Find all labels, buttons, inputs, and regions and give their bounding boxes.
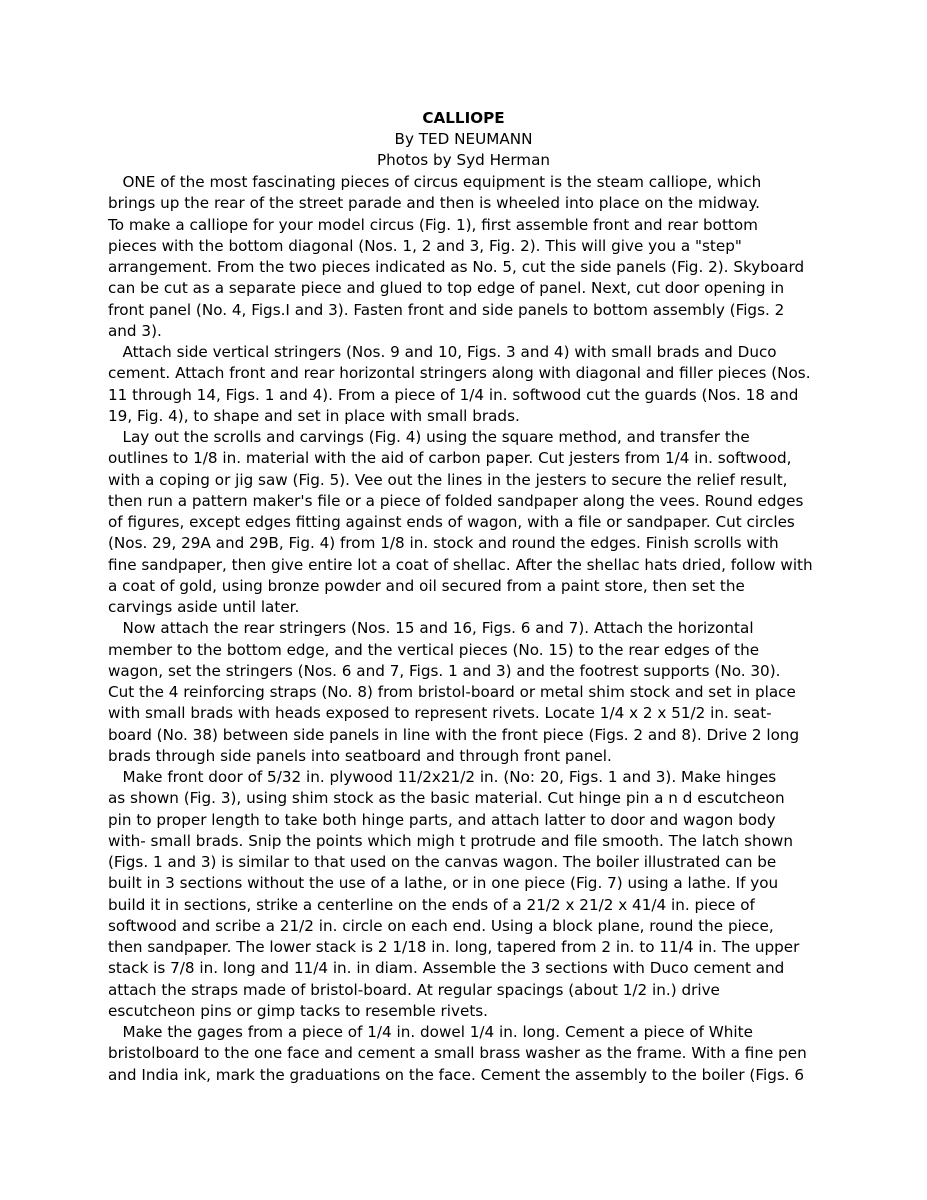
body-text-line: Lay out the scrolls and carvings (Fig. 4) using the square method, and transfer the [108, 428, 750, 446]
article-title: CALLIOPE [422, 109, 505, 127]
body-text-line: Make front door of 5/32 in. plywood 11/2x21/2 in. (No: 20, Figs. 1 and 3). Make hinges [108, 768, 777, 786]
body-text-line: arrangement. From the two pieces indicated as No. 5, cut the side panels (Fig. 2). Skyboard [108, 258, 805, 276]
body-text-line: and India ink, mark the graduations on the face. Cement the assembly to the boiler (Figs. 6 [108, 1065, 805, 1084]
body-text-line: Now attach the rear stringers (Nos. 15 and 16, Figs. 6 and 7). Attach the horizontal [108, 619, 754, 638]
body-text-line: with small brads with heads exposed to represent rivets. Locate 1/4 x 2 x 51/2 in. seat- [108, 704, 772, 723]
body-text-line: To make a calliope for your model circus (Fig. 1), first assemble front and rear bottom [108, 215, 758, 234]
body-text-line: cement. Attach front and rear horizontal stringers along with diagonal and filler pieces (Nos. [108, 364, 811, 383]
body-text-line: Cut the 4 reinforcing straps (No. 8) from bristol-board or metal shim stock and set in place [108, 683, 796, 701]
body-text-line: stack is 7/8 in. long and 11/4 in. in diam. Assemble the 3 sections with Duco cement and [108, 959, 785, 978]
body-text-line: ONE of the most fascinating pieces of circus equipment is the steam calliope, which [108, 173, 762, 191]
body-text-line: carvings aside until later. [108, 598, 300, 616]
body-text-line: member to the bottom edge, and the vertical pieces (No. 15) to the rear edges of the [108, 640, 760, 659]
body-text-line: then sandpaper. The lower stack is 2 1/18 in. long, tapered from 2 in. to 11/4 in. The upper [108, 938, 800, 956]
body-text-line: Make the gages from a piece of 1/4 in. dowel 1/4 in. long. Cement a piece of White [108, 1023, 753, 1041]
body-text-line: then run a pattern maker's file or a piece of folded sandpaper along the vees. Round edges [108, 491, 804, 510]
article-body [108, 172, 826, 1086]
body-text-line: board (No. 38) between side panels in line with the front piece (Figs. 2 and 8). Drive 2 long [108, 725, 800, 744]
body-text-line: pin to proper length to take both hinge parts, and attach latter to door and wagon body [108, 810, 776, 829]
photo-credit: Photos by Syd Herman [376, 151, 551, 169]
body-text-line: Attach side vertical stringers (Nos. 9 and 10, Figs. 3 and 4) with small brads and Duco [108, 343, 777, 361]
body-text-line: 19, Fig. 4), to shape and set in place with small brads. [108, 406, 520, 425]
body-text-line: of figures, except edges fitting against ends of wagon, with a file or sandpaper. Cut circles [108, 513, 795, 531]
body-text-line: softwood and scribe a 21/2 in. circle on each end. Using a block plane, round the piece, [108, 916, 774, 935]
body-text-line: fine sandpaper, then give entire lot a coat of shellac. After the shellac hats dried, follow with [108, 555, 813, 574]
body-text-line: with a coping or jig saw (Fig. 5). Vee out the lines in the jesters to secure the relief result, [108, 470, 788, 489]
body-text-line: build it in sections, strike a centerline on the ends of a 21/2 x 21/2 x 41/4 in. piece of [108, 895, 755, 914]
body-text-line: (Nos. 29, 29A and 29B, Fig. 4) from 1/8 in. stock and round the edges. Finish scrolls with [108, 534, 779, 553]
body-text-line: bristolboard to the one face and cement a small brass washer as the frame. With a fine pen [108, 1044, 807, 1063]
body-text-line: and 3). [108, 321, 162, 340]
body-text-line: 11 through 14, Figs. 1 and 4). From a piece of 1/4 in. softwood cut the guards (Nos. 18 and [108, 385, 799, 404]
body-text-line: can be cut as a separate piece and glued to top edge of panel. Next, cut door opening in [108, 279, 785, 298]
body-text-line: pieces with the bottom diagonal (Nos. 1, 2 and 3, Fig. 2). This will give you a "step" [108, 236, 742, 255]
article-header [0, 108, 927, 171]
body-text-line: escutcheon pins or gimp tacks to resemble rivets. [108, 1001, 489, 1020]
body-text-line: as shown (Fig. 3), using shim stock as the basic material. Cut hinge pin a n d escutcheon [108, 789, 785, 808]
article-byline: By TED NEUMANN [394, 130, 533, 148]
body-text-line: (Figs. 1 and 3) is similar to that used on the canvas wagon. The boiler illustrated can be [108, 853, 777, 871]
body-text-line: outlines to 1/8 in. material with the aid of carbon paper. Cut jesters from 1/4 in. softwood, [108, 449, 792, 468]
body-text-line: attach the straps made of bristol-board. At regular spacings (about 1/2 in.) drive [108, 980, 720, 999]
body-text-line: brads through side panels into seatboard and through front panel. [108, 746, 612, 765]
body-text-line: with- small brads. Snip the points which migh t protrude and file smooth. The latch shown [108, 831, 793, 850]
body-text-line: a coat of gold, using bronze powder and oil secured from a paint store, then set the [108, 576, 745, 595]
body-text-line: brings up the rear of the street parade and then is wheeled into place on the midway. [108, 194, 761, 213]
body-text-line: built in 3 sections without the use of a lathe, or in one piece (Fig. 7) using a lathe. If you [108, 874, 779, 893]
body-text-line: wagon, set the stringers (Nos. 6 and 7, Figs. 1 and 3) and the footrest supports (No. 30). [108, 661, 781, 680]
body-text-line: front panel (No. 4, Figs.I and 3). Fasten front and side panels to bottom assembly (Figs. 2 [108, 300, 785, 319]
